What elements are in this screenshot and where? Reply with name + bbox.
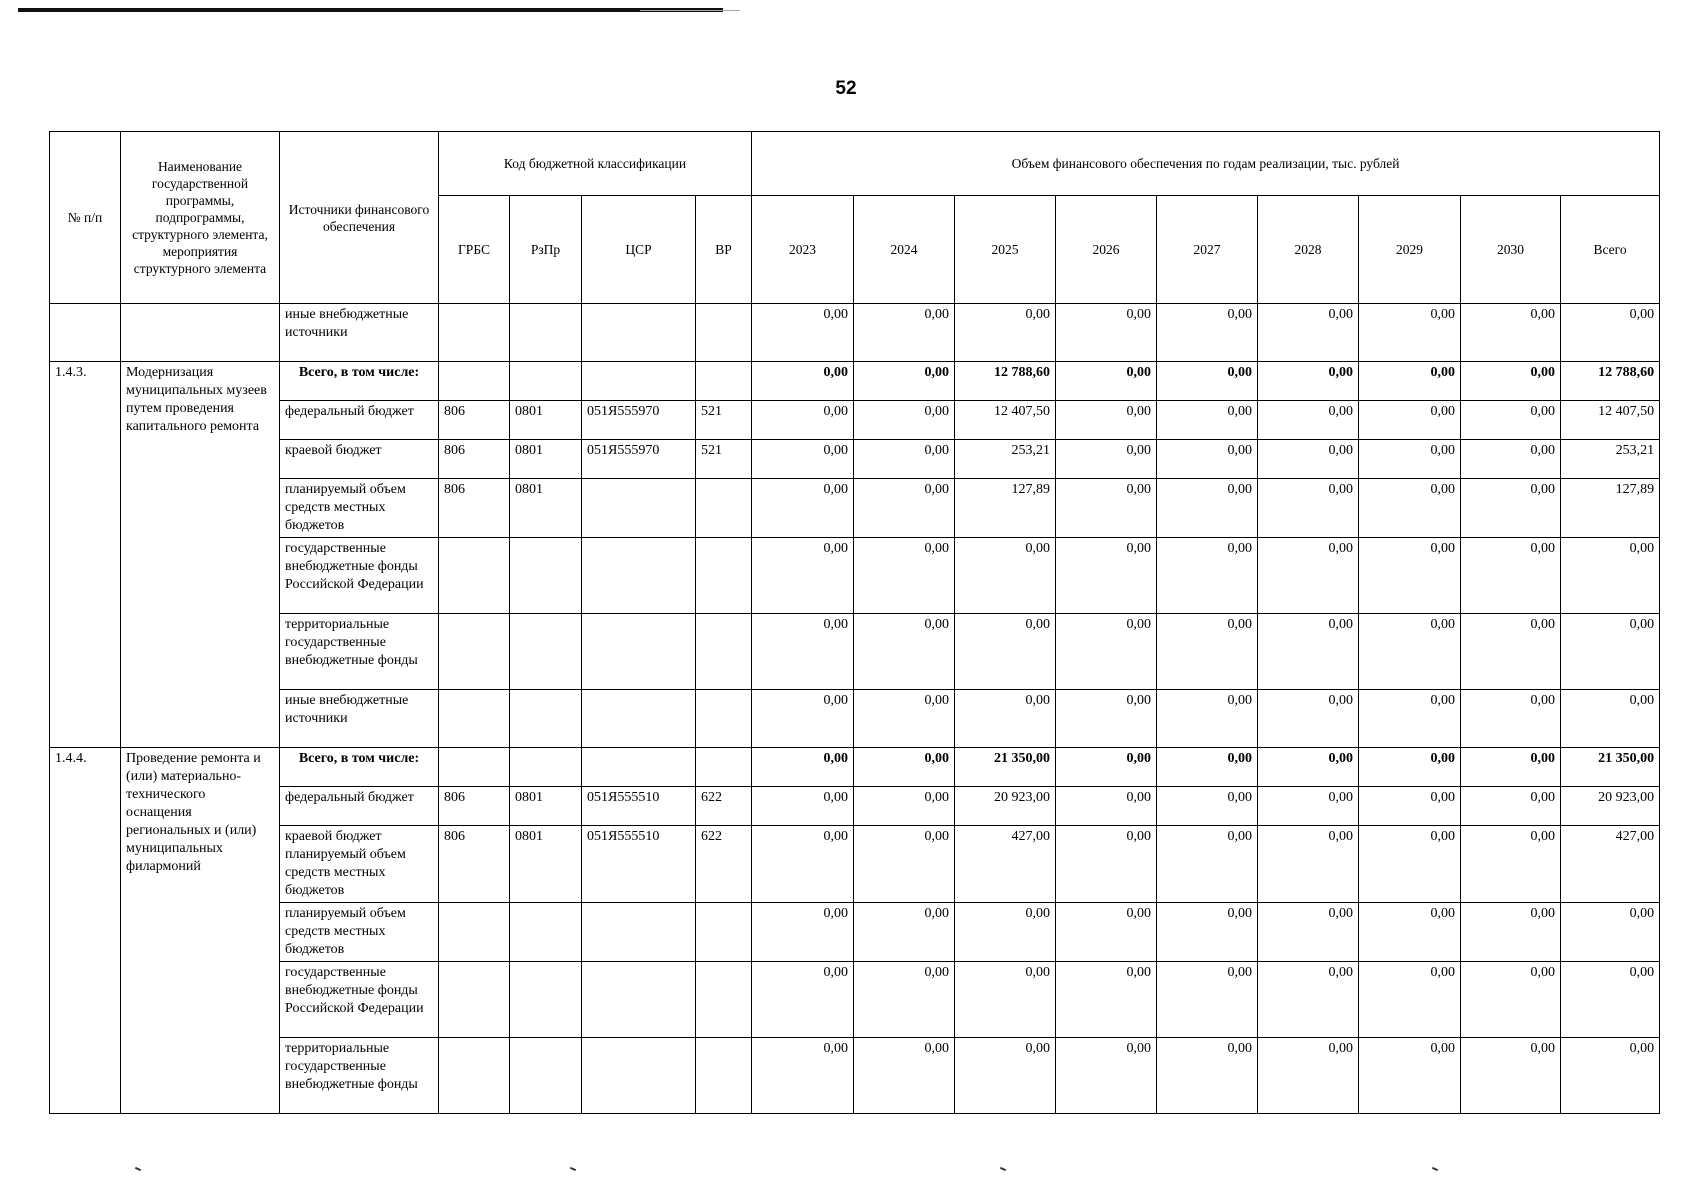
value-year-2028: 0,00 — [1258, 362, 1359, 401]
value-year-2030: 0,00 — [1461, 1038, 1561, 1114]
code-vr — [696, 962, 752, 1038]
code-vr — [696, 690, 752, 748]
code-grbs: 806 — [439, 401, 510, 440]
value-year-2023: 0,00 — [752, 362, 854, 401]
code-grbs — [439, 362, 510, 401]
value-total: 21 350,00 — [1561, 748, 1660, 787]
value-total: 0,00 — [1561, 304, 1660, 362]
value-year-2027: 0,00 — [1157, 787, 1258, 826]
value-year-2025: 127,89 — [955, 479, 1056, 538]
header-year-2030: 2030 — [1461, 196, 1561, 304]
value-year-2028: 0,00 — [1258, 401, 1359, 440]
value-year-2025: 12 407,50 — [955, 401, 1056, 440]
value-year-2025: 0,00 — [955, 538, 1056, 614]
value-year-2030: 0,00 — [1461, 479, 1561, 538]
value-year-2029: 0,00 — [1359, 826, 1461, 903]
header-csr: ЦСР — [582, 196, 696, 304]
value-year-2023: 0,00 — [752, 787, 854, 826]
value-year-2025: 427,00 — [955, 826, 1056, 903]
value-year-2027: 0,00 — [1157, 538, 1258, 614]
funding-source: краевой бюджет планируемый объем средств местных бюджетов — [280, 826, 439, 903]
value-year-2025: 0,00 — [955, 903, 1056, 962]
code-rzpr: 0801 — [510, 479, 582, 538]
scan-mark — [135, 1167, 141, 1171]
scan-mark — [1000, 1167, 1006, 1171]
value-year-2026: 0,00 — [1056, 903, 1157, 962]
funding-source: планируемый объем средств местных бюджетов — [280, 903, 439, 962]
code-csr — [582, 748, 696, 787]
code-grbs — [439, 1038, 510, 1114]
code-vr: 521 — [696, 440, 752, 479]
value-year-2028: 0,00 — [1258, 748, 1359, 787]
value-year-2029: 0,00 — [1359, 903, 1461, 962]
code-rzpr — [510, 538, 582, 614]
value-year-2027: 0,00 — [1157, 362, 1258, 401]
code-vr — [696, 614, 752, 690]
top-border-line — [18, 8, 723, 12]
header-source: Источники финансового обеспечения — [280, 132, 439, 304]
value-year-2026: 0,00 — [1056, 440, 1157, 479]
row-number: 1.4.3. — [50, 362, 121, 748]
value-year-2024: 0,00 — [854, 962, 955, 1038]
code-grbs: 806 — [439, 479, 510, 538]
top-border-line-faint — [640, 10, 740, 11]
row-name: Проведение ремонта и (или) материально-технического оснащения региональных и (или) муниципальных филармоний — [121, 748, 280, 1114]
code-rzpr — [510, 748, 582, 787]
table-row — [50, 440, 1660, 479]
header-year-2029: 2029 — [1359, 196, 1461, 304]
table-row — [50, 787, 1660, 826]
value-year-2030: 0,00 — [1461, 362, 1561, 401]
value-year-2023: 0,00 — [752, 614, 854, 690]
value-year-2030: 0,00 — [1461, 401, 1561, 440]
code-csr: 051Я555970 — [582, 440, 696, 479]
funding-source: Всего, в том числе: — [280, 748, 439, 787]
scan-mark — [1432, 1167, 1438, 1171]
code-vr: 622 — [696, 826, 752, 903]
code-grbs — [439, 690, 510, 748]
table-row — [50, 903, 1660, 962]
value-year-2024: 0,00 — [854, 903, 955, 962]
code-rzpr — [510, 903, 582, 962]
code-csr — [582, 479, 696, 538]
value-year-2023: 0,00 — [752, 440, 854, 479]
header-year-2024: 2024 — [854, 196, 955, 304]
code-grbs: 806 — [439, 826, 510, 903]
code-grbs — [439, 903, 510, 962]
code-rzpr: 0801 — [510, 787, 582, 826]
value-total: 0,00 — [1561, 614, 1660, 690]
value-total: 0,00 — [1561, 962, 1660, 1038]
code-csr — [582, 690, 696, 748]
value-year-2027: 0,00 — [1157, 304, 1258, 362]
table-row — [50, 538, 1660, 614]
code-grbs — [439, 538, 510, 614]
value-year-2026: 0,00 — [1056, 538, 1157, 614]
value-year-2025: 253,21 — [955, 440, 1056, 479]
value-year-2024: 0,00 — [854, 440, 955, 479]
code-grbs: 806 — [439, 440, 510, 479]
value-year-2029: 0,00 — [1359, 538, 1461, 614]
value-year-2023: 0,00 — [752, 1038, 854, 1114]
table-row — [50, 962, 1660, 1038]
value-year-2030: 0,00 — [1461, 826, 1561, 903]
value-year-2023: 0,00 — [752, 962, 854, 1038]
value-year-2030: 0,00 — [1461, 903, 1561, 962]
value-total: 427,00 — [1561, 826, 1660, 903]
code-csr — [582, 304, 696, 362]
table-row — [50, 690, 1660, 748]
scan-mark — [570, 1167, 576, 1171]
value-year-2028: 0,00 — [1258, 440, 1359, 479]
value-year-2028: 0,00 — [1258, 690, 1359, 748]
value-year-2026: 0,00 — [1056, 614, 1157, 690]
value-year-2026: 0,00 — [1056, 787, 1157, 826]
code-csr — [582, 903, 696, 962]
code-rzpr — [510, 690, 582, 748]
code-grbs: 806 — [439, 787, 510, 826]
value-year-2023: 0,00 — [752, 748, 854, 787]
code-vr — [696, 903, 752, 962]
value-year-2029: 0,00 — [1359, 748, 1461, 787]
value-year-2027: 0,00 — [1157, 1038, 1258, 1114]
table-row — [50, 826, 1660, 903]
value-year-2024: 0,00 — [854, 401, 955, 440]
value-year-2026: 0,00 — [1056, 304, 1157, 362]
value-year-2028: 0,00 — [1258, 962, 1359, 1038]
code-grbs — [439, 748, 510, 787]
code-vr — [696, 362, 752, 401]
value-year-2027: 0,00 — [1157, 690, 1258, 748]
value-year-2027: 0,00 — [1157, 962, 1258, 1038]
funding-source: государственные внебюджетные фонды Российской Федерации — [280, 538, 439, 614]
header-total: Всего — [1561, 196, 1660, 304]
value-year-2024: 0,00 — [854, 1038, 955, 1114]
code-grbs — [439, 614, 510, 690]
code-vr: 521 — [696, 401, 752, 440]
code-rzpr — [510, 962, 582, 1038]
code-rzpr — [510, 614, 582, 690]
value-year-2024: 0,00 — [854, 304, 955, 362]
value-year-2029: 0,00 — [1359, 690, 1461, 748]
value-year-2024: 0,00 — [854, 826, 955, 903]
row-name — [121, 304, 280, 362]
value-year-2025: 0,00 — [955, 1038, 1056, 1114]
value-year-2030: 0,00 — [1461, 787, 1561, 826]
value-year-2026: 0,00 — [1056, 748, 1157, 787]
value-year-2029: 0,00 — [1359, 440, 1461, 479]
value-year-2024: 0,00 — [854, 538, 955, 614]
code-rzpr: 0801 — [510, 401, 582, 440]
value-year-2024: 0,00 — [854, 748, 955, 787]
value-total: 12 407,50 — [1561, 401, 1660, 440]
header-volume-group: Объем финансового обеспечения по годам реализации, тыс. рублей — [752, 132, 1660, 196]
value-year-2030: 0,00 — [1461, 614, 1561, 690]
value-year-2030: 0,00 — [1461, 690, 1561, 748]
value-year-2028: 0,00 — [1258, 479, 1359, 538]
value-year-2024: 0,00 — [854, 787, 955, 826]
table-row — [50, 614, 1660, 690]
value-year-2027: 0,00 — [1157, 479, 1258, 538]
value-year-2026: 0,00 — [1056, 826, 1157, 903]
code-rzpr — [510, 304, 582, 362]
value-year-2025: 0,00 — [955, 614, 1056, 690]
funding-source: государственные внебюджетные фонды Российской Федерации — [280, 962, 439, 1038]
header-vr: ВР — [696, 196, 752, 304]
value-year-2029: 0,00 — [1359, 962, 1461, 1038]
value-year-2029: 0,00 — [1359, 787, 1461, 826]
row-name: Модернизация муниципальных музеев путем проведения капитального ремонта — [121, 362, 280, 748]
header-grbs: ГРБС — [439, 196, 510, 304]
page-number: 52 — [835, 78, 857, 99]
value-year-2027: 0,00 — [1157, 614, 1258, 690]
code-csr — [582, 962, 696, 1038]
value-year-2025: 12 788,60 — [955, 362, 1056, 401]
code-rzpr — [510, 1038, 582, 1114]
value-total: 12 788,60 — [1561, 362, 1660, 401]
table-row — [50, 479, 1660, 538]
value-year-2027: 0,00 — [1157, 401, 1258, 440]
value-year-2026: 0,00 — [1056, 479, 1157, 538]
table-row — [50, 362, 1660, 401]
value-year-2023: 0,00 — [752, 479, 854, 538]
header-rzpr: РзПр — [510, 196, 582, 304]
code-csr — [582, 614, 696, 690]
value-year-2023: 0,00 — [752, 903, 854, 962]
table-row — [50, 304, 1660, 362]
value-year-2025: 0,00 — [955, 690, 1056, 748]
value-year-2028: 0,00 — [1258, 903, 1359, 962]
value-year-2029: 0,00 — [1359, 362, 1461, 401]
value-year-2024: 0,00 — [854, 362, 955, 401]
row-number — [50, 304, 121, 362]
value-year-2028: 0,00 — [1258, 304, 1359, 362]
header-year-2026: 2026 — [1056, 196, 1157, 304]
funding-source: иные внебюджетные источники — [280, 690, 439, 748]
value-total: 0,00 — [1561, 690, 1660, 748]
value-year-2025: 21 350,00 — [955, 748, 1056, 787]
value-year-2023: 0,00 — [752, 401, 854, 440]
funding-source: территориальные государственные внебюджетные фонды — [280, 614, 439, 690]
value-total: 0,00 — [1561, 1038, 1660, 1114]
value-year-2026: 0,00 — [1056, 1038, 1157, 1114]
value-year-2025: 0,00 — [955, 962, 1056, 1038]
code-csr: 051Я555510 — [582, 826, 696, 903]
header-year-2025: 2025 — [955, 196, 1056, 304]
code-grbs — [439, 304, 510, 362]
value-year-2029: 0,00 — [1359, 401, 1461, 440]
table-row — [50, 748, 1660, 787]
code-vr — [696, 1038, 752, 1114]
funding-source: федеральный бюджет — [280, 787, 439, 826]
value-year-2030: 0,00 — [1461, 304, 1561, 362]
row-number: 1.4.4. — [50, 748, 121, 1114]
table-row — [50, 401, 1660, 440]
value-total: 20 923,00 — [1561, 787, 1660, 826]
funding-source: Всего, в том числе: — [280, 362, 439, 401]
budget-table — [49, 131, 1660, 1114]
code-rzpr: 0801 — [510, 826, 582, 903]
value-year-2030: 0,00 — [1461, 748, 1561, 787]
value-year-2023: 0,00 — [752, 538, 854, 614]
header-year-2028: 2028 — [1258, 196, 1359, 304]
code-rzpr — [510, 362, 582, 401]
value-year-2028: 0,00 — [1258, 826, 1359, 903]
value-year-2024: 0,00 — [854, 614, 955, 690]
code-grbs — [439, 962, 510, 1038]
funding-source: территориальные государственные внебюджетные фонды — [280, 1038, 439, 1114]
code-csr: 051Я555510 — [582, 787, 696, 826]
code-rzpr: 0801 — [510, 440, 582, 479]
funding-source: планируемый объем средств местных бюджетов — [280, 479, 439, 538]
code-csr — [582, 362, 696, 401]
header-year-2023: 2023 — [752, 196, 854, 304]
value-year-2024: 0,00 — [854, 690, 955, 748]
value-year-2027: 0,00 — [1157, 748, 1258, 787]
value-year-2024: 0,00 — [854, 479, 955, 538]
code-vr: 622 — [696, 787, 752, 826]
value-year-2023: 0,00 — [752, 826, 854, 903]
code-vr — [696, 304, 752, 362]
code-csr — [582, 1038, 696, 1114]
header-year-2027: 2027 — [1157, 196, 1258, 304]
value-year-2026: 0,00 — [1056, 690, 1157, 748]
value-year-2026: 0,00 — [1056, 962, 1157, 1038]
value-year-2027: 0,00 — [1157, 903, 1258, 962]
value-year-2029: 0,00 — [1359, 304, 1461, 362]
header-num: № п/п — [50, 132, 121, 304]
value-year-2028: 0,00 — [1258, 538, 1359, 614]
value-total: 0,00 — [1561, 538, 1660, 614]
code-vr — [696, 479, 752, 538]
table-body — [50, 304, 1660, 1114]
code-csr: 051Я555970 — [582, 401, 696, 440]
value-total: 127,89 — [1561, 479, 1660, 538]
value-year-2030: 0,00 — [1461, 538, 1561, 614]
code-vr — [696, 748, 752, 787]
value-year-2026: 0,00 — [1056, 401, 1157, 440]
value-year-2030: 0,00 — [1461, 440, 1561, 479]
value-year-2029: 0,00 — [1359, 614, 1461, 690]
value-year-2026: 0,00 — [1056, 362, 1157, 401]
code-vr — [696, 538, 752, 614]
value-year-2030: 0,00 — [1461, 962, 1561, 1038]
value-year-2028: 0,00 — [1258, 614, 1359, 690]
funding-source: иные внебюджетные источники — [280, 304, 439, 362]
value-year-2029: 0,00 — [1359, 479, 1461, 538]
value-year-2025: 0,00 — [955, 304, 1056, 362]
value-year-2023: 0,00 — [752, 690, 854, 748]
value-year-2029: 0,00 — [1359, 1038, 1461, 1114]
value-total: 253,21 — [1561, 440, 1660, 479]
funding-source: краевой бюджет — [280, 440, 439, 479]
value-year-2027: 0,00 — [1157, 826, 1258, 903]
code-csr — [582, 538, 696, 614]
table-row — [50, 1038, 1660, 1114]
header-code-group: Код бюджетной классификации — [439, 132, 752, 196]
value-year-2027: 0,00 — [1157, 440, 1258, 479]
value-year-2028: 0,00 — [1258, 1038, 1359, 1114]
value-total: 0,00 — [1561, 903, 1660, 962]
header-name: Наименование государственной программы, подпрограммы, структурного элемента, мероприятия структурного элемента — [121, 132, 280, 304]
value-year-2025: 20 923,00 — [955, 787, 1056, 826]
funding-source: федеральный бюджет — [280, 401, 439, 440]
value-year-2028: 0,00 — [1258, 787, 1359, 826]
value-year-2023: 0,00 — [752, 304, 854, 362]
